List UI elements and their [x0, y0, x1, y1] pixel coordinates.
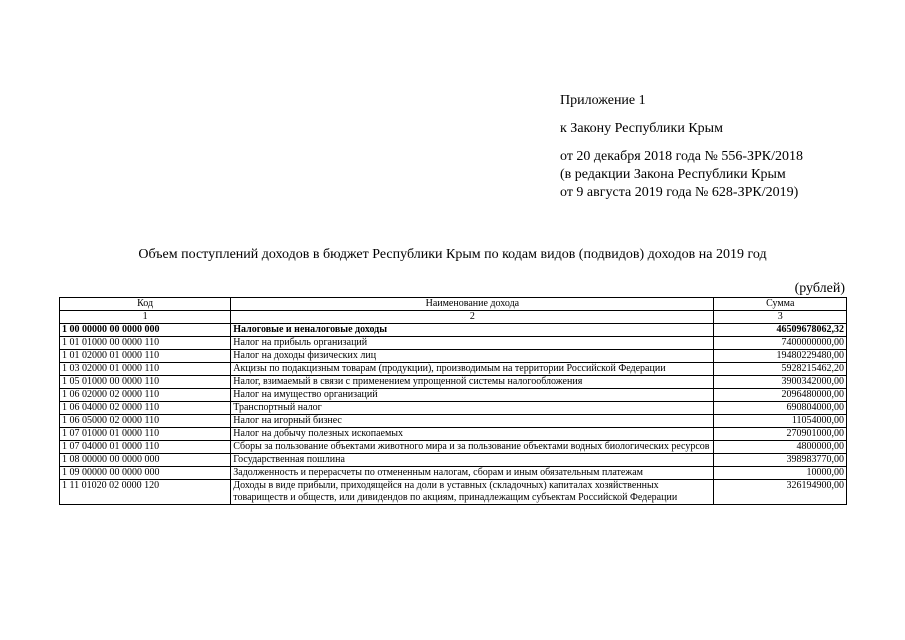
row-name: Акцизы по подакцизным товарам (продукции), производимым на территории Российской Федерации [231, 363, 714, 376]
header-name: Наименование дохода [231, 298, 714, 311]
row-code: 1 06 04000 02 0000 110 [60, 402, 231, 415]
table-row [60, 441, 847, 454]
table-row [60, 363, 847, 376]
table-row [60, 376, 847, 389]
table-column-numbers-row [60, 311, 847, 324]
row-name: Доходы в виде прибыли, приходящейся на доли в уставных (складочных) капиталах хозяйственных товариществ и обществ, или дивидендов по акциям, принадлежащим субъектам Российской Федерации [231, 480, 714, 505]
table-row [60, 454, 847, 467]
row-name: Налог на игорный бизнес [231, 415, 714, 428]
header-code: Код [60, 298, 231, 311]
row-sum: 690804000,00 [714, 402, 847, 415]
row-sum: 5928215462,20 [714, 363, 847, 376]
row-name: Налог на прибыль организаций [231, 337, 714, 350]
row-sum: 7400000000,00 [714, 337, 847, 350]
table-row [60, 389, 847, 402]
row-sum: 326194900,00 [714, 480, 847, 505]
appendix-number: Приложение 1 [560, 93, 646, 108]
row-name: Налог, взимаемый в связи с применением упрощенной системы налогообложения [231, 376, 714, 389]
table-row [60, 467, 847, 480]
appendix-revision-note: (в редакции Закона Республики Крым [560, 167, 786, 182]
units-label: (рублей) [794, 281, 845, 296]
row-sum: 46509678062,32 [714, 324, 847, 337]
row-name: Сборы за пользование объектами животного мира и за пользование объектами водных биологических ресурсов [231, 441, 714, 454]
row-code: 1 01 02000 01 0000 110 [60, 350, 231, 363]
appendix-law-reference: к Закону Республики Крым [560, 121, 723, 136]
row-code: 1 03 02000 01 0000 110 [60, 363, 231, 376]
row-sum: 11054000,00 [714, 415, 847, 428]
column-number-3: 3 [714, 311, 847, 324]
row-code: 1 05 01000 00 0000 110 [60, 376, 231, 389]
table-row [60, 337, 847, 350]
row-sum: 19480229480,00 [714, 350, 847, 363]
row-sum: 4800000,00 [714, 441, 847, 454]
row-code: 1 09 00000 00 0000 000 [60, 467, 231, 480]
row-code: 1 06 02000 02 0000 110 [60, 389, 231, 402]
row-name: Налог на имущество организаций [231, 389, 714, 402]
row-name: Налог на добычу полезных ископаемых [231, 428, 714, 441]
row-code: 1 08 00000 00 0000 000 [60, 454, 231, 467]
row-sum: 3900342000,00 [714, 376, 847, 389]
column-number-1: 1 [60, 311, 231, 324]
row-code: 1 00 00000 00 0000 000 [60, 324, 231, 337]
row-code: 1 06 05000 02 0000 110 [60, 415, 231, 428]
row-name: Налоговые и неналоговые доходы [231, 324, 714, 337]
row-sum: 2096480000,00 [714, 389, 847, 402]
header-sum: Сумма [714, 298, 847, 311]
row-code: 1 07 04000 01 0000 110 [60, 441, 231, 454]
row-name: Задолженность и перерасчеты по отмененным налогам, сборам и иным обязательным платежам [231, 467, 714, 480]
appendix-law-date: от 20 декабря 2018 года № 556-ЗРК/2018 [560, 149, 804, 164]
table-row [60, 428, 847, 441]
appendix-block [560, 92, 803, 202]
table-row [60, 402, 847, 415]
row-name: Транспортный налог [231, 402, 714, 415]
row-sum: 270901000,00 [714, 428, 847, 441]
row-code: 1 11 01020 02 0000 120 [60, 480, 231, 505]
table-row-total [60, 324, 847, 337]
column-number-2: 2 [231, 311, 714, 324]
document-title: Объем поступлений доходов в бюджет Республики Крым по кодам видов (подвидов) доходов на 2019 год [138, 247, 767, 262]
row-code: 1 01 01000 00 0000 110 [60, 337, 231, 350]
table-row [60, 415, 847, 428]
table-header-row [60, 298, 847, 311]
row-sum: 10000,00 [714, 467, 847, 480]
row-name: Государственная пошлина [231, 454, 714, 467]
appendix-revision-date: от 9 августа 2019 года № 628-ЗРК/2019) [560, 185, 799, 200]
row-name: Налог на доходы физических лиц [231, 350, 714, 363]
table-row [60, 350, 847, 363]
row-sum: 398983770,00 [714, 454, 847, 467]
table-row [60, 480, 847, 505]
row-code: 1 07 01000 01 0000 110 [60, 428, 231, 441]
income-table [59, 297, 847, 505]
